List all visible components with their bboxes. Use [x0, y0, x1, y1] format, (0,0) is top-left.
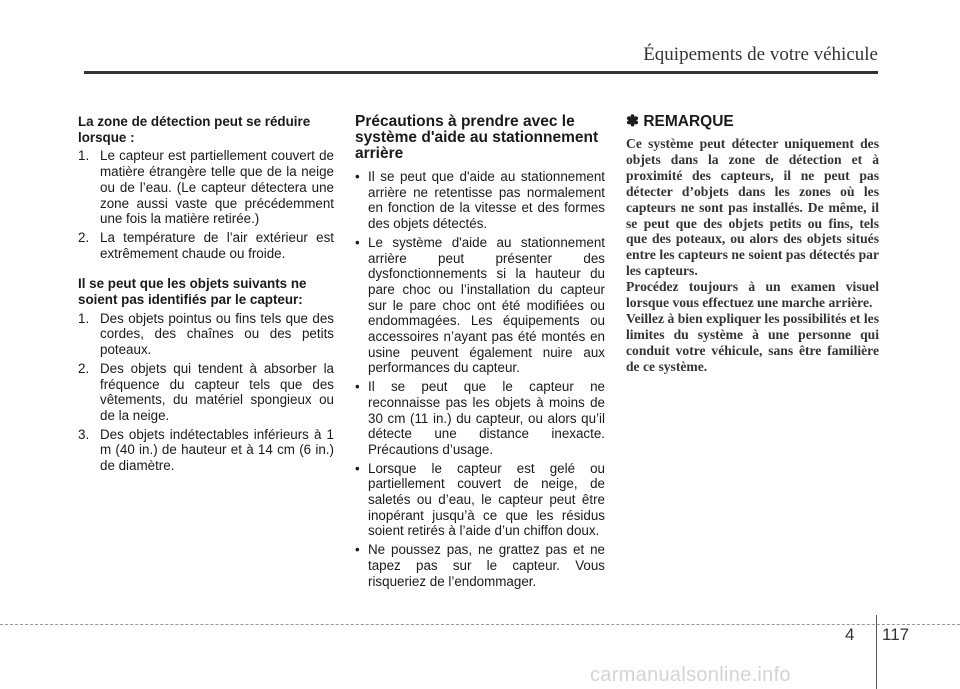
- footer-rule: [0, 624, 960, 625]
- note-paragraph: Veillez à bien expliquer les possibilités et les limites du système à une personne qui conduit votre véhicule, sans être familière de ce système.: [626, 310, 879, 374]
- detection-zone-list: [78, 148, 334, 261]
- item-number: 1.: [78, 310, 90, 326]
- note-paragraph: Procédez toujours à un examen visuel lorsque vous effectuez une marche arrière.: [626, 279, 879, 311]
- list-item: [78, 311, 334, 358]
- list-item: [355, 169, 605, 232]
- list-item: [355, 461, 605, 540]
- page-number: 117: [882, 625, 910, 644]
- item-text: Des objets pointus ou fins tels que des cordes, des chaînes ou des petits poteaux.: [100, 310, 334, 358]
- list-item: [78, 148, 334, 227]
- note-heading: [626, 114, 879, 130]
- page-header-title: Équipements de votre véhicule: [643, 44, 878, 65]
- item-number: 3.: [78, 426, 90, 442]
- precautions-heading: Précautions à prendre avec le système d'aide au stationnement arrière: [355, 113, 599, 162]
- item-text: Il se peut que d'aide au stationnement arrière ne retentisse pas normalement en fonction de la vitesse et des formes des objets détectés.: [368, 169, 605, 232]
- bullet-icon: •: [355, 460, 360, 476]
- bullet-icon: •: [355, 234, 360, 250]
- middle-column: [355, 114, 605, 592]
- item-text: Lorsque le capteur est gelé ou partiellement couvert de neige, de saletés ou d’eau, le capteur peut être inopérant jusqu’à ce que les résidus soient retirés à l’aide d’un chiffon doux.: [368, 460, 605, 539]
- item-text: Le système d'aide au stationnement arrière peut présenter des dysfonctionnements si la hauteur du pare choc ou l’installation du capteur sur le pare choc ont été modifiées ou endommagées. Les équipements ou accessoires n’ayant pas été montés en usine peuvent également nuire aux performances du capteur.: [368, 234, 605, 376]
- undetected-objects-lead: Il se peut que les objets suivants ne soient pas identifiés par le capteur:: [78, 276, 307, 308]
- list-item: [355, 235, 605, 376]
- bullet-icon: •: [355, 542, 360, 558]
- detection-zone-lead: La zone de détection peut se réduire lorsque :: [78, 114, 311, 145]
- right-column: [626, 114, 879, 375]
- item-text: Ne poussez pas, ne grattez pas et ne tapez pas sur le capteur. Vous risqueriez de l’endommager.: [368, 542, 605, 589]
- note-star-icon: ✽: [626, 113, 639, 130]
- item-text: Des objets indétectables inférieurs à 1 m (40 in.) de hauteur et à 14 cm (6 in.) de diamètre.: [100, 426, 334, 474]
- undetected-objects-list: [78, 311, 334, 474]
- left-column: [78, 114, 334, 477]
- item-text: Le capteur est partiellement couvert de matière étrangère telle que de la neige ou de l’eau. (Le capteur détectera une zone aussi vaste que précédemment une fois la matière retirée.): [100, 148, 334, 227]
- note-title: REMARQUE: [643, 113, 734, 130]
- list-item: [78, 361, 334, 424]
- note-body: [626, 136, 879, 375]
- footer-divider: [876, 615, 877, 689]
- list-item: [355, 379, 605, 458]
- list-item: [78, 230, 334, 261]
- item-text: Il se peut que le capteur ne reconnaisse pas les objets à moins de 30 cm (11 in.) du capteur, ou alors qu’il détecte une distance inexacte. Précautions d’usage.: [368, 379, 605, 457]
- bullet-icon: •: [355, 169, 360, 184]
- item-number: 2.: [78, 360, 90, 376]
- list-item: [78, 427, 334, 474]
- item-text: Des objets qui tendent à absorber la fréquence du capteur tels que des vêtements, du matériel spongieux ou de la neige.: [100, 360, 334, 423]
- item-text: La température de l’air extérieur est extrêmement chaude ou froide.: [100, 229, 334, 261]
- note-paragraph: Ce système peut détecter uniquement des objets dans la zone de détection et à proximité des capteurs, il ne peut pas détecter d’objets dans les zones où les capteurs ne sont pas installés. De même, il se peut que des objets petits ou fins, tels que des poteaux, ou alors des objets situés entre les capteurs ne soient pas détectés par les capteurs.: [626, 136, 879, 279]
- chapter-number: 4: [845, 625, 855, 644]
- precautions-list: [355, 169, 605, 589]
- item-number: 1.: [78, 148, 90, 164]
- list-item: [355, 542, 605, 589]
- bullet-icon: •: [355, 379, 360, 395]
- watermark: carmanualsonline.info: [590, 664, 791, 686]
- header-rule: [84, 71, 878, 74]
- item-number: 2.: [78, 229, 90, 245]
